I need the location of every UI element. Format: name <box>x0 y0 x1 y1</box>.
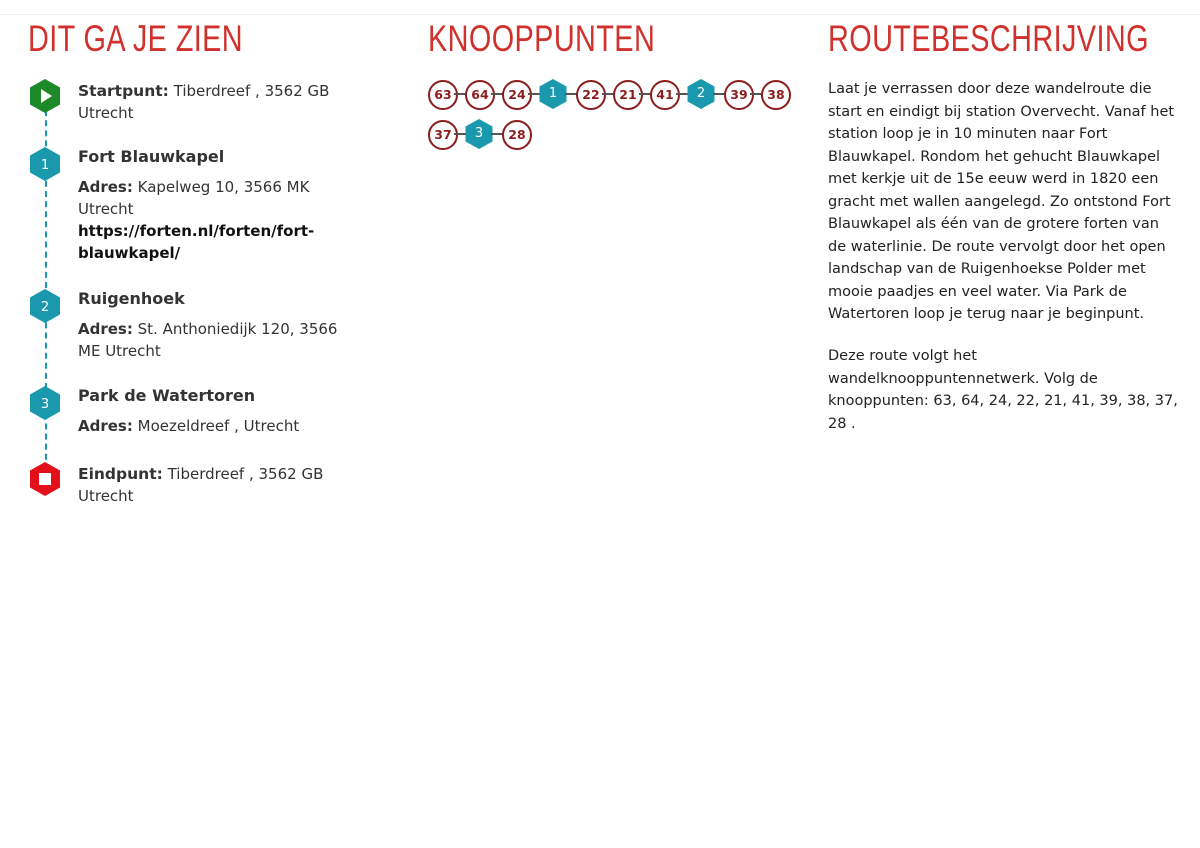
stop-3-icon <box>28 385 62 419</box>
stop-3-number: 3 <box>40 397 50 412</box>
node-row-2 <box>428 118 808 150</box>
stop-icon <box>28 461 62 495</box>
stop-3-adres: Moezeldreef , Utrecht <box>137 417 300 435</box>
node-row-1 <box>428 78 808 110</box>
nodes-heading: KNOOPPUNTEN <box>428 18 656 59</box>
node-63: 63 <box>428 80 458 110</box>
node-37: 37 <box>428 120 458 150</box>
stop-2-number: 2 <box>40 300 50 315</box>
stop-2-adres: St. Anthoniedijk 120, 3566 ME Utrecht <box>78 320 338 360</box>
play-icon <box>28 78 62 112</box>
end-address: Tiberdreef , 3562 GB Utrecht <box>78 465 324 505</box>
node-hex-2 <box>686 78 716 110</box>
node-21: 21 <box>613 80 643 110</box>
stop-1-number: 1 <box>40 158 50 173</box>
stop-2-icon <box>28 288 62 322</box>
start-label: Startpunt: <box>78 82 169 100</box>
node-hex-label: 1 <box>548 86 558 101</box>
node-38: 38 <box>761 80 791 110</box>
stop-3-adres-label: Adres: <box>78 417 133 435</box>
end-label: Eindpunt: <box>78 465 163 483</box>
node-39: 39 <box>724 80 754 110</box>
node-41: 41 <box>650 80 680 110</box>
highlights-heading: DIT GA JE ZIEN <box>28 18 244 59</box>
stop-3-title: Park de Watertoren <box>78 386 256 405</box>
node-hex-3 <box>464 118 494 150</box>
stop-1-url[interactable]: https://forten.nl/forten/fort-blauwkapel/ <box>78 222 315 262</box>
route-description-paragraph-2: Deze route volgt het wandelknooppuntennetwerk. Volg de knooppunten: 63, 64, 24, 22, 21, 41, 39, 38, 37, 28 . <box>828 348 1178 432</box>
stop-2-title: Ruigenhoek <box>78 289 185 308</box>
node-22: 22 <box>576 80 606 110</box>
route-description-heading: ROUTEBESCHRIJVING <box>828 18 1149 59</box>
stop-2-adres-label: Adres: <box>78 320 133 338</box>
node-64: 64 <box>465 80 495 110</box>
node-hex-label: 2 <box>696 86 706 101</box>
top-divider <box>0 14 1200 15</box>
start-address: Tiberdreef , 3562 GB Utrecht <box>78 82 330 122</box>
node-hex-1 <box>538 78 568 110</box>
node-28: 28 <box>502 120 532 150</box>
node-24: 24 <box>502 80 532 110</box>
route-description-paragraph-1: Laat je verrassen door deze wandelroute die start en eindigt bij station Overvecht. Vanaf het station loop je in 10 minuten naar Fort Blauwkapel. Rondom het gehucht Blauwkapel met kerkje uit de 15e eeuw werd in 1820 een gracht met wallen aangelegd. Zo ontstond Fort Blauwkapel als één van de grotere forten van de waterlinie. De route vervolgt door het open landschap van de Ruigenhoekse Polder met mooie paadjes en veel water. Via Park de Watertoren loop je terug naar je beginpunt. <box>828 81 1175 322</box>
stop-1-title: Fort Blauwkapel <box>78 147 225 166</box>
stop-1-icon <box>28 146 62 180</box>
node-hex-label: 3 <box>474 126 484 141</box>
stop-1-adres-label: Adres: <box>78 178 133 196</box>
stop-1-adres: Kapelweg 10, 3566 MK Utrecht <box>78 178 310 218</box>
